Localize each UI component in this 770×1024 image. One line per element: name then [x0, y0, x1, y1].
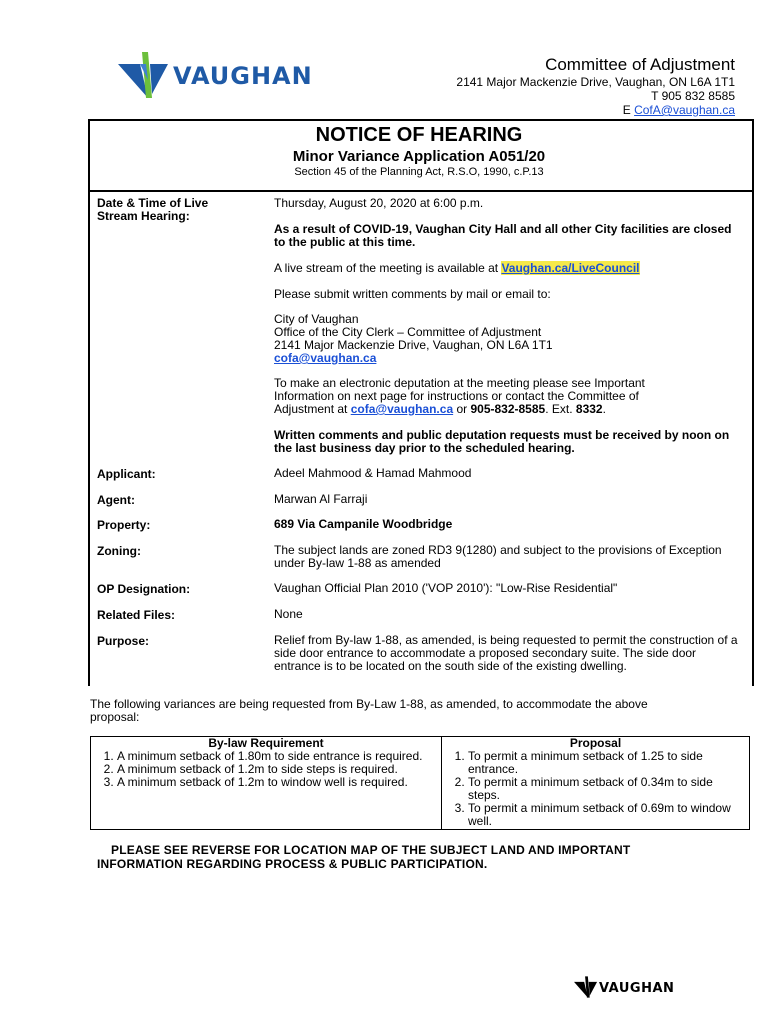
deputation-line2: Information on next page for instructions or contact the Committee of	[274, 389, 639, 403]
application-subtitle: Minor Variance Application A051/20	[292, 148, 546, 165]
hearing-label-line2: Stream Hearing:	[97, 209, 190, 223]
header-email-prefix: E	[622, 103, 635, 117]
requirement-column-header: By-law Requirement	[91, 737, 442, 751]
planning-act-reference: Section 45 of the Planning Act, R.S.O, 1990, c.P.13	[294, 166, 544, 178]
deputation-text	[274, 377, 744, 416]
submission-deadline: Written comments and public deputation requests must be received by noon on the last business day prior to the scheduled hearing.	[274, 428, 730, 455]
clerk-address	[274, 313, 744, 365]
purpose-label: Purpose:	[97, 634, 150, 648]
footer-logo-text: VAUGHAN	[599, 981, 675, 996]
clerk-address-line1: City of Vaughan	[274, 312, 359, 326]
header-phone: T 905 832 8585	[651, 89, 735, 103]
op-designation-value: Vaughan Official Plan 2010 ('VOP 2010'): "Low-Rise Residential"	[274, 581, 618, 595]
hearing-label-line1: Date & Time of Live	[97, 196, 209, 210]
deputation-line1: To make an electronic deputation at the meeting please see Important	[274, 376, 645, 390]
vaughan-logo-text: VAUGHAN	[173, 62, 313, 90]
proposal-column-header: Proposal	[442, 737, 750, 751]
zoning-label: Zoning:	[97, 544, 141, 558]
vaughan-logo-mark-icon	[118, 50, 170, 100]
reverse-side-notice: PLEASE SEE REVERSE FOR LOCATION MAP OF THE SUBJECT LAND AND IMPORTANT INFORMATION REGARDING PROCESS & PUBLIC PARTICIPATION.	[97, 843, 631, 871]
variances-intro: The following variances are being requested from By-Law 1-88, as amended, to accommodate the above proposal:	[90, 697, 648, 724]
deputation-end: .	[602, 402, 606, 416]
header-email-line	[623, 103, 735, 117]
applicant-label: Applicant:	[97, 467, 156, 481]
deputation-email-link[interactable]: cofa@vaughan.ca	[350, 402, 454, 416]
related-files-label: Related Files:	[97, 608, 176, 622]
property-label: Property:	[97, 518, 151, 532]
submit-comments-text: Please submit written comments by mail or email to:	[274, 287, 551, 301]
header-email-link[interactable]: CofA@vaughan.ca	[634, 103, 735, 117]
requirements-cell	[91, 750, 442, 830]
hearing-datetime: Thursday, August 20, 2020 at 6:00 p.m.	[274, 196, 484, 210]
livestream-link[interactable]: Vaughan.ca/LiveCouncil	[501, 261, 640, 275]
zoning-value: The subject lands are zoned RD3 9(1280) and subject to the provisions of Exception under By-law 1-88 as amended	[274, 543, 722, 570]
requirement-item: 1. A minimum setback of 1.80m to side entrance is required.	[117, 750, 437, 763]
header-address: 2141 Major Mackenzie Drive, Vaughan, ON L6A 1T1	[456, 75, 735, 89]
proposal-item: 3. To permit a minimum setback of 0.69m to window well.	[468, 802, 745, 828]
purpose-value: Relief from By-law 1-88, as amended, is being requested to permit the construction of a side door entrance to accommodate a proposed secondary suite. The side door entrance is to be located on the south side of the existing dwelling.	[274, 633, 738, 673]
livestream-line	[274, 262, 744, 275]
notice-title: NOTICE OF HEARING	[315, 124, 523, 146]
requirement-item: 3. A minimum setback of 1.2m to window well is required.	[117, 776, 437, 789]
property-value: 689 Via Campanile Woodbridge	[274, 517, 453, 531]
covid-notice: As a result of COVID-19, Vaughan City Hall and all other City facilities are closed to the public at this time.	[274, 222, 732, 249]
deputation-ext-prefix: . Ext.	[545, 402, 576, 416]
department-name: Committee of Adjustment	[545, 55, 735, 74]
deputation-ext: 8332	[575, 402, 603, 416]
requirement-item: 2. A minimum setback of 1.2m to side steps is required.	[117, 763, 437, 776]
op-designation-label: OP Designation:	[97, 582, 191, 596]
clerk-address-line2: Office of the City Clerk – Committee of Adjustment	[274, 325, 542, 339]
footer-vaughan-logo	[574, 975, 684, 999]
footer-logo-mark-icon	[574, 975, 598, 999]
proposal-item: 1. To permit a minimum setback of 1.25 to side entrance.	[468, 750, 745, 776]
clerk-email-link[interactable]: cofa@vaughan.ca	[274, 351, 377, 365]
deputation-prefix: Adjustment at	[274, 402, 351, 416]
agent-label: Agent:	[97, 493, 135, 507]
deputation-or: or	[453, 402, 471, 416]
vaughan-logo	[118, 50, 323, 100]
hearing-label	[97, 197, 208, 223]
deputation-phone: 905-832-8585	[470, 402, 546, 416]
proposals-cell	[442, 750, 750, 830]
agent-value: Marwan Al Farraji	[274, 492, 368, 506]
clerk-address-line3: 2141 Major Mackenzie Drive, Vaughan, ON L6A 1T1	[274, 338, 553, 352]
livestream-prefix: A live stream of the meeting is available at	[274, 261, 502, 275]
applicant-value: Adeel Mahmood & Hamad Mahmood	[274, 466, 472, 480]
related-files-value: None	[274, 607, 303, 621]
proposal-item: 2. To permit a minimum setback of 0.34m to side steps.	[468, 776, 745, 802]
variances-table	[90, 736, 750, 830]
